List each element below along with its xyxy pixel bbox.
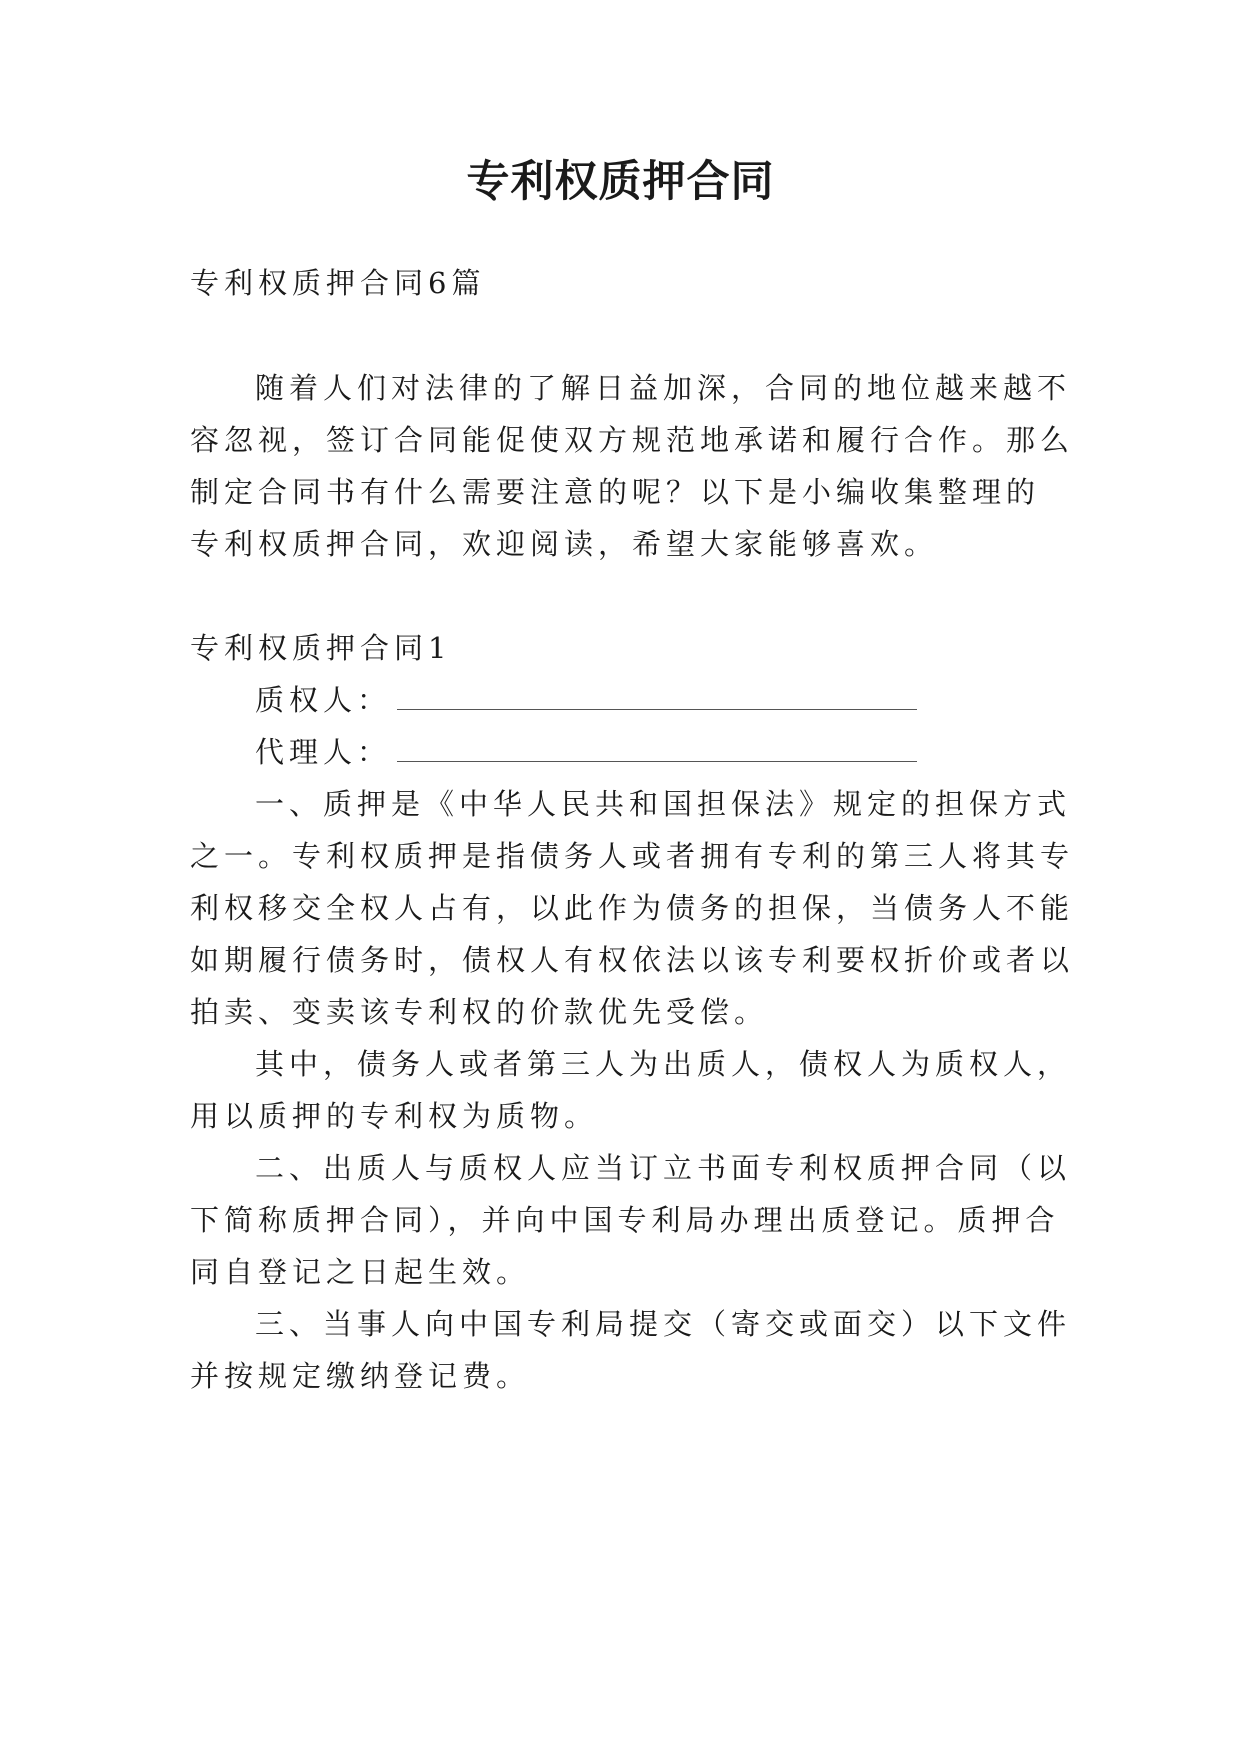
intro-line: 制定合同书有什么需要注意的呢？以下是小编收集整理的: [190, 475, 1041, 509]
field-label: 质权人：: [255, 683, 392, 717]
body-line: 利权移交全权人占有，以此作为债务的担保，当债务人不能: [190, 891, 1075, 925]
blank-line: [397, 681, 917, 710]
body-line: 二、出质人与质权人应当订立书面专利权质押合同（以: [255, 1151, 1072, 1185]
intro-line: 容忽视，签订合同能促使双方规范地承诺和履行合作。那么: [190, 423, 1075, 457]
body-line: 一、质押是《中华人民共和国担保法》规定的担保方式: [255, 787, 1072, 821]
intro-line: 专利权质押合同，欢迎阅读，希望大家能够喜欢。: [190, 527, 939, 561]
body-line: 三、当事人向中国专利局提交（寄交或面交）以下文件: [255, 1307, 1072, 1341]
blank-line: [397, 733, 917, 762]
body-line: 并按规定缴纳登记费。: [190, 1359, 531, 1393]
body-line: 同自登记之日起生效。: [190, 1255, 531, 1289]
body-line: 用以质押的专利权为质物。: [190, 1099, 599, 1133]
section-heading: 专利权质押合同1: [190, 631, 452, 665]
body-line: 拍卖、变卖该专利权的价款优先受偿。: [190, 995, 769, 1029]
body-line: 下简称质押合同），并向中国专利局办理出质登记。质押合: [190, 1203, 1060, 1237]
field-agent: [255, 732, 1070, 772]
field-label: 代理人：: [255, 735, 392, 769]
body-line: 其中，债务人或者第三人为出质人，债权人为质权人，: [255, 1047, 1072, 1081]
intro-line: 随着人们对法律的了解日益加深，合同的地位越来越不: [255, 371, 1072, 405]
body-line: 如期履行债务时，债权人有权依法以该专利要权折价或者以: [190, 943, 1075, 977]
document-subtitle: 专利权质押合同6篇: [190, 266, 486, 300]
body-line: 之一。专利权质押是指债务人或者拥有专利的第三人将其专: [190, 839, 1075, 873]
document-title: 专利权质押合同: [466, 157, 775, 207]
field-pledgee: [255, 680, 1070, 720]
